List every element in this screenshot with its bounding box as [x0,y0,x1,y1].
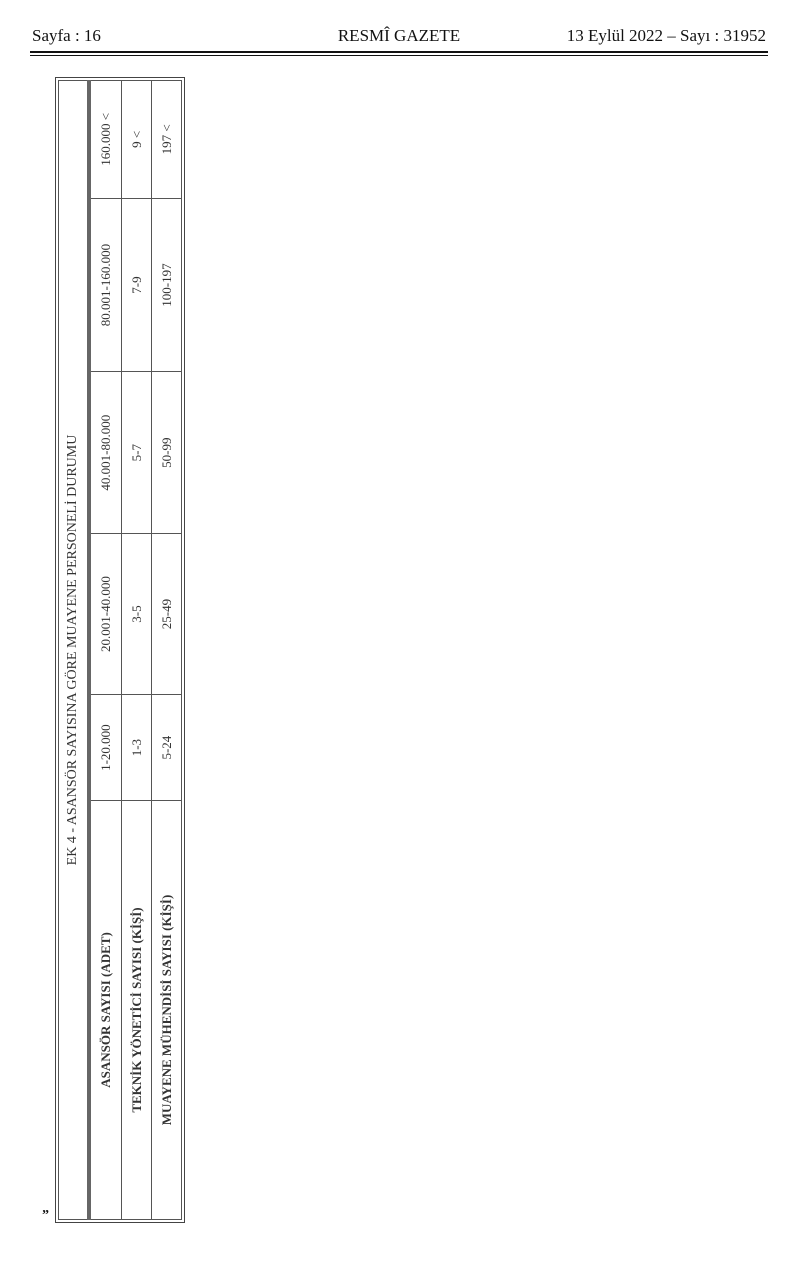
table-cell: 3-5 [122,533,152,694]
table-title: EK 4 - ASANSÖR SAYISINA GÖRE MUAYENE PERSONELİ DURUMU [59,81,90,1220]
table-cell: 100-197 [152,198,182,372]
table-cell: 20.001-40.000 [89,533,122,694]
publication-title: RESMÎ GAZETE [337,26,461,45]
table-row [89,81,122,1220]
page-header [32,26,766,52]
header-rule-thick [30,51,768,53]
annex-table-container [58,80,798,1126]
table-cell: 5-24 [152,695,182,801]
date-issue: 13 Eylül 2022 – Sayı : 31952 [566,26,766,45]
table-cell: 25-49 [152,533,182,694]
table-row [152,81,182,1220]
annex-table [58,80,182,1220]
row-label: MUAYENE MÜHENDİSİ SAYISI (KİŞİ) [152,801,182,1220]
header-rule-thin [30,55,768,56]
table-row [122,81,152,1220]
table-cell: 40.001-80.000 [89,372,122,533]
table-cell: 7-9 [122,198,152,372]
table-cell: 160.000 < [89,81,122,199]
table-cell: 9 < [122,81,152,199]
row-label: ASANSÖR SAYISI (ADET) [89,801,122,1220]
table-cell: 80.001-160.000 [89,198,122,372]
closing-quote-mark: ” [42,1208,49,1223]
row-label: TEKNİK YÖNETİCİ SAYISI (KİŞİ) [122,801,152,1220]
table-cell: 1-3 [122,695,152,801]
table-cell: 197 < [152,81,182,199]
table-cell: 5-7 [122,372,152,533]
table-cell: 1-20.000 [89,695,122,801]
page-number: Sayfa : 16 [32,26,101,45]
table-cell: 50-99 [152,372,182,533]
